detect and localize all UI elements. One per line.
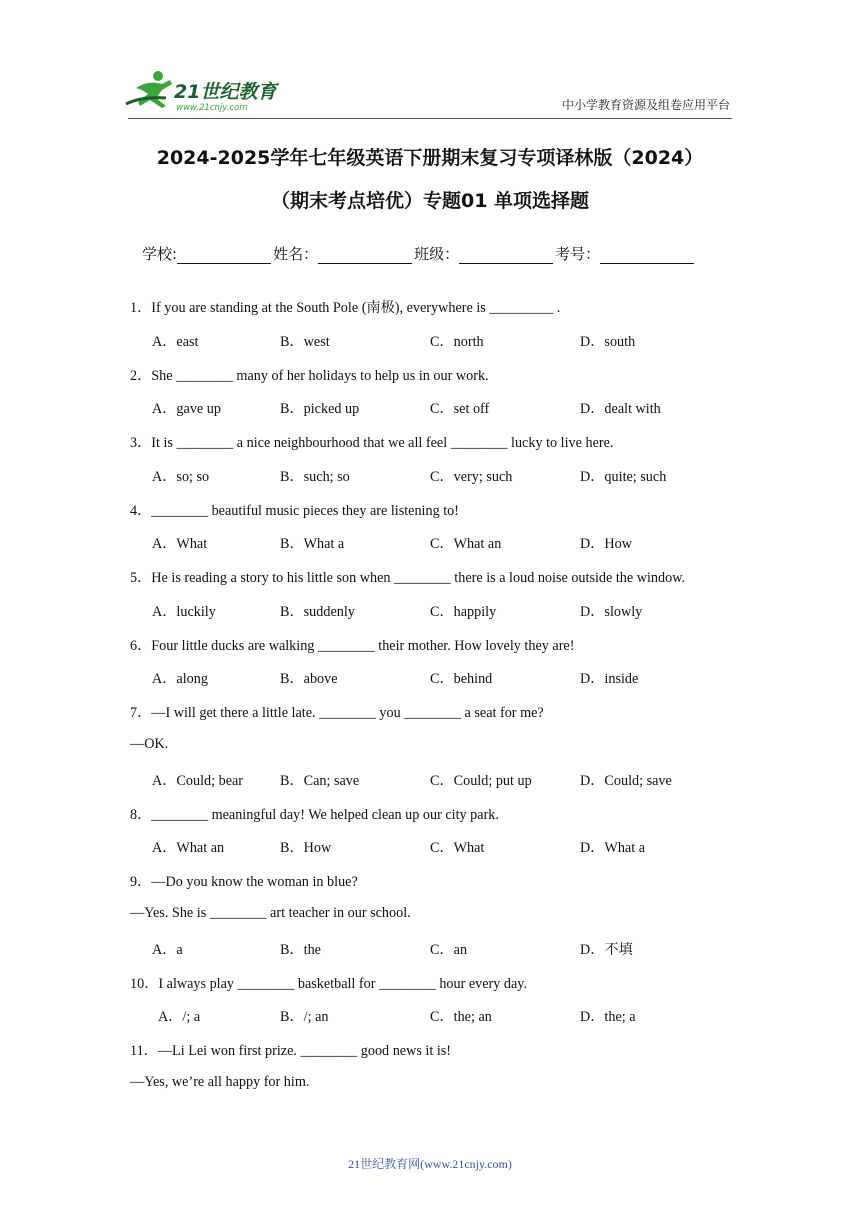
question-stem: 7．—I will get there a little late. ________ you ________ a seat for me? [130,705,544,721]
option-b[interactable]: B．such; so [280,469,350,485]
option-c[interactable]: C．north [430,334,484,350]
option-a[interactable]: A．a [152,942,183,958]
question-stem: 6．Four little ducks are walking ________ their mother. How lovely they are! [130,638,575,654]
option-c[interactable]: C．very; such [430,469,513,485]
page-footer[interactable]: 21世纪教育网(www.21cnjy.com) [348,1157,512,1171]
dialogue-reply: —Yes. She is ________ art teacher in our school. [130,905,411,921]
question-stem: 11．—Li Lei won first prize. ________ good news it is! [130,1043,452,1059]
dialogue-reply: —OK. [130,736,169,752]
exam-number-field[interactable]: 考号： [555,243,696,264]
question-stem: 5．He is reading a story to his little son when ________ there is a loud noise outside the window. [130,570,686,586]
option-c[interactable]: C．an [430,942,468,958]
svg-text:www.21cnjy.com: www.21cnjy.com [176,103,248,113]
option-c[interactable]: C．What an [430,536,502,552]
option-b[interactable]: B．picked up [280,401,360,417]
class-field[interactable]: 班级： [414,243,555,264]
option-b[interactable]: B．What a [280,536,345,552]
option-d[interactable]: D．slowly [580,604,643,620]
option-d[interactable]: D．不填 [580,942,633,958]
option-d[interactable]: D．inside [580,671,639,687]
option-a[interactable]: A．east [152,334,199,350]
question-stem: 9．—Do you know the woman in blue? [130,874,358,890]
option-b[interactable]: B．above [280,671,338,687]
option-a[interactable]: A．Could; bear [152,773,244,789]
question-stem: 4．________ beautiful music pieces they are listening to! [130,503,459,519]
option-d[interactable]: D．south [580,334,636,350]
option-a[interactable]: A．gave up [152,401,221,417]
platform-name: 中小学教育资源及组卷应用平台 [561,98,730,112]
option-d[interactable]: D．the; a [580,1009,636,1025]
option-c[interactable]: C．happily [430,604,497,620]
option-d[interactable]: D．dealt with [580,401,661,417]
question-stem: 2．She ________ many of her holidays to help us in our work. [130,368,489,384]
name-field[interactable]: 姓名： [273,243,414,264]
option-d[interactable]: D．What a [580,840,646,856]
option-c[interactable]: C．What [430,840,485,856]
option-b[interactable]: B．/; an [280,1009,329,1025]
option-c[interactable]: C．set off [430,401,490,417]
option-a[interactable]: A．What an [152,840,225,856]
option-d[interactable]: D．How [580,536,633,552]
option-c[interactable]: C．the; an [430,1009,492,1025]
student-info [142,243,696,264]
school-field[interactable]: 学校: [142,243,273,264]
option-a[interactable]: A．What [152,536,208,552]
svg-text:21世纪教育: 21世纪教育 [174,81,277,103]
option-a[interactable]: A．so; so [152,469,210,485]
page-header [0,0,860,122]
question-stem: 3．It is ________ a nice neighbourhood that we all feel ________ lucky to live here. [130,435,614,451]
option-d[interactable]: D．quite; such [580,469,667,485]
option-b[interactable]: B．suddenly [280,604,355,620]
dialogue-reply: —Yes, we’re all happy for him. [130,1074,310,1090]
option-a[interactable]: A．/; a [158,1009,201,1025]
option-c[interactable]: C．behind [430,671,493,687]
option-a[interactable]: A．along [152,671,208,687]
header-divider [128,118,732,119]
option-b[interactable]: B．west [280,334,330,350]
question-stem: 8．________ meaningful day! We helped clean up our city park. [130,807,499,823]
question-stem: 10．I always play ________ basketball for ________ hour every day. [130,976,528,992]
option-b[interactable]: B．the [280,942,321,958]
question-stem: 1．If you are standing at the South Pole (南极), everywhere is _________ . [130,300,561,316]
option-a[interactable]: A．luckily [152,604,216,620]
option-d[interactable]: D．Could; save [580,773,672,789]
option-b[interactable]: B．How [280,840,332,856]
option-b[interactable]: B．Can; save [280,773,360,789]
site-logo[interactable] [122,68,292,114]
doc-subtitle: （期末考点培优）专题01 单项选择题 [270,190,590,212]
option-c[interactable]: C．Could; put up [430,773,532,789]
doc-title: 2024-2025学年七年级英语下册期末复习专项译林版（2024） [156,147,704,169]
